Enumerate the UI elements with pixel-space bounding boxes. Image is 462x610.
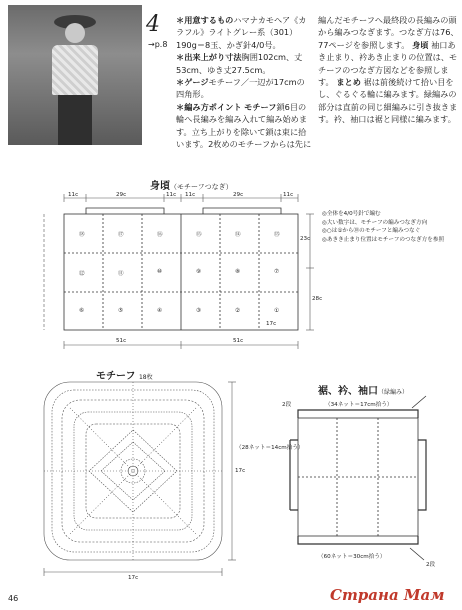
bodice-title: 身頃（モチーフつなぎ） [150,181,233,192]
dim-top-right2: 11c [283,192,294,198]
dim-top-mid2: 29c [233,192,244,198]
dim-side-total: 28c [312,296,323,302]
edging-top-label: （34ネット＝17cm拾う） [325,402,393,408]
materials-label: ＊用意するもの [176,15,234,25]
bodice-label: 身頃 [412,39,429,50]
gauge-label: ＊ゲージ [176,77,209,88]
cell: ④ [157,308,163,314]
points-sub: モチーフ [244,101,277,112]
cell: ⑬ [274,232,280,238]
dim-top-mid: 29c [116,192,127,198]
right-text-1: 編んだモチーフへ最終段の長編みの頭から編みつなぎます。つなぎ方は76、77ページを参照します。 [318,15,459,50]
right-text-2: 袖口あき止まり、衿あき止まりの位置は、モチーフのつなぎ方図などを参照します。 [318,39,458,88]
dim-bottom-right: 51c [233,338,244,344]
motif-dim-bottom: 17c [128,575,139,581]
edging-bottom-label: （60ネット＝30cm拾う） [318,554,386,560]
watermark: Страна Мам [330,586,445,604]
page-number: 46 [8,594,19,603]
dim-cell: 17c [266,321,277,327]
cell: ⑧ [235,269,241,275]
cell: ② [235,308,241,314]
dim-top-left: 11c [68,192,79,198]
right-text-3: 裾は前後続けて拾い目をし、ぐるぐる輪に編みます。緑編みの部分は直前の同じ細編みに引き抜きます。衿、袖口は裾と同様に編みます。 [318,77,458,125]
finish-label: まとめ [336,77,361,88]
note-line: ◎あきき止まり位置はモチーフのつなぎ方を参照 [322,236,445,243]
edging-dim-top: 2段 [282,402,292,408]
edging-left-label: （28ネット＝14cm拾う） [236,445,304,451]
figure-ref: →p.8 [148,40,168,49]
edging-dim-bottom: 2段 [426,562,436,568]
edging-title: 裾、衿、袖口（緑編み） [318,386,409,397]
edging-subtitle: （緑編み） [378,389,409,396]
note-line: ◎○は①から⑱のモチーフと編みつなぐ [322,228,421,235]
cell: ⑭ [235,232,241,238]
cell: ⑯ [157,232,163,238]
figure-number: 4 [146,12,160,37]
motif-dim-side: 17c [235,468,246,474]
bodice-subtitle: （モチーフつなぎ） [170,183,233,191]
motif-title: モチーフ 18枚 [96,371,153,382]
cell: ⑫ [79,271,85,277]
dim-top-left2: 11c [185,192,196,198]
motif-count: 18枚 [138,374,153,381]
size-label: ＊出来上がり寸法 [176,52,242,63]
cell: ⑪ [118,271,124,277]
note-line: ◎全体を4/0号針で編む [322,211,381,217]
dim-top-right: 11c [166,192,177,198]
size-text: 胸囲102cm、丈53cm、ゆき丈27.5cm。 [176,52,303,75]
cell: ⑥ [79,308,85,314]
cell: ⑦ [274,269,280,275]
cell: ⑤ [118,308,124,314]
note-line: ◎大い数字は、モチーフの編みつなぎ方向 [322,219,428,226]
cell: ⑮ [196,232,202,238]
cell: ⑱ [79,232,85,238]
cell: ⑩ [157,269,163,275]
cell: ⑨ [196,269,202,275]
dim-side-top: 23c [300,236,311,242]
points-label: ＊編み方ポイント [176,101,242,112]
cell: ⑰ [118,232,124,238]
dim-bottom-left: 51c [116,338,127,344]
cell: ③ [196,308,202,314]
points-text: 鎖6目の輪へ長編みを編み入れて編み始めます。立ち上がりを除いて鎖は束に拾います。2枚めのモチーフからは先に [176,101,312,150]
gauge-text: モチーフ／一辺が17cmの四角形。 [176,77,305,100]
edging-dim-top-unit: 段 [285,402,292,408]
cell: ① [274,308,280,314]
materials-text: ハマナカモヘア《カラフル》ライトグレー系（301）190g＝8玉、かぎ針4/0号。 [176,15,307,50]
